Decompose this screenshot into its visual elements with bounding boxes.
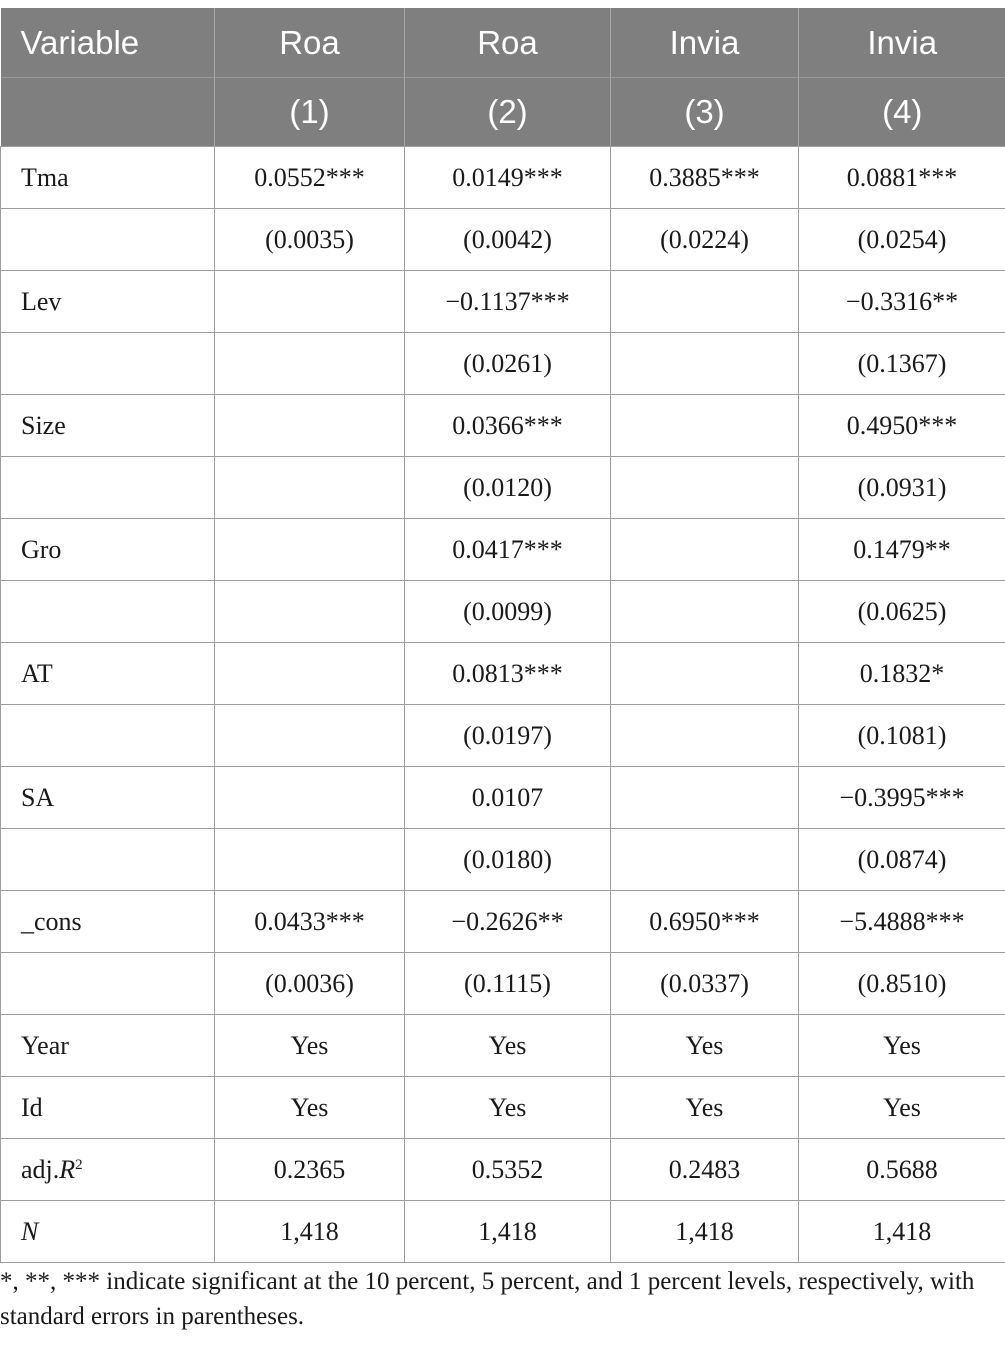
table-cell: 0.4950*** [799,395,1005,457]
table-cell: 0.5688 [799,1139,1005,1201]
row-label [1,829,215,891]
table-row [1,333,1005,395]
table-cell [215,705,405,767]
table-cell [611,333,799,395]
table-cell: (0.1115) [405,953,611,1015]
table-cell [215,829,405,891]
table-cell [611,643,799,705]
row-label-text: Year [21,1030,69,1060]
table-row [1,457,1005,519]
header-num-1: (1) [215,78,405,147]
row-label-text: adj. [21,1154,60,1184]
table-cell [215,395,405,457]
table-row [1,767,1005,829]
table-row [1,705,1005,767]
table-cell: 0.2365 [215,1139,405,1201]
table-cell [215,643,405,705]
header-row-column-numbers [1,78,1005,147]
table-cell [215,767,405,829]
row-label [1,705,215,767]
table-cell [611,457,799,519]
header-dep-3: Invia [611,8,799,78]
table-cell: 1,418 [799,1201,1005,1263]
table-cell [215,333,405,395]
table-cell: (0.0931) [799,457,1005,519]
table-cell: Yes [215,1077,405,1139]
table-row [1,891,1005,953]
table-row [1,581,1005,643]
table-row [1,519,1005,581]
table-cell: 0.0107 [405,767,611,829]
table-cell [611,395,799,457]
row-label-superscript: 2 [75,1156,83,1173]
table-cell: 0.2483 [611,1139,799,1201]
row-label [1,1015,215,1077]
table-cell: 1,418 [611,1201,799,1263]
table-cell: 0.0417*** [405,519,611,581]
table-cell: 1,418 [215,1201,405,1263]
table-cell: 1,418 [405,1201,611,1263]
header-dep-1: Roa [215,8,405,78]
header-variable: Variable [1,8,215,78]
table-cell: Yes [611,1015,799,1077]
table-cell [215,457,405,519]
table-cell: 0.5352 [405,1139,611,1201]
table-row [1,1077,1005,1139]
table-cell: (0.0042) [405,209,611,271]
header-num-2: (2) [405,78,611,147]
row-label-text: Tma [21,162,69,192]
table-cell: (0.0625) [799,581,1005,643]
header-num-3: (3) [611,78,799,147]
row-label-text: Gro [21,534,62,564]
table-cell: (0.0197) [405,705,611,767]
table-cell: Yes [405,1015,611,1077]
table-cell: Yes [611,1077,799,1139]
table-row [1,1015,1005,1077]
row-label-italic: R [59,1154,76,1184]
table-row [1,1201,1005,1263]
header-row-dependent-variables [1,8,1005,78]
table-cell: (0.0035) [215,209,405,271]
table-row [1,209,1005,271]
table-cell: Yes [799,1077,1005,1139]
table-cell: 0.6950*** [611,891,799,953]
table-cell: 0.0881*** [799,147,1005,209]
table-cell: 0.1832* [799,643,1005,705]
table-cell: 0.0552*** [215,147,405,209]
table-cell: (0.0120) [405,457,611,519]
row-label [1,147,215,209]
table-cell [611,829,799,891]
row-label-italic: N [21,1216,39,1246]
table-cell: 0.0433*** [215,891,405,953]
table-row [1,395,1005,457]
row-label [1,767,215,829]
header-num-4: (4) [799,78,1005,147]
table-cell: −0.2626** [405,891,611,953]
table-cell [611,705,799,767]
table-cell: −0.3995*** [799,767,1005,829]
table-row [1,953,1005,1015]
table-cell [215,519,405,581]
header-dep-2: Roa [405,8,611,78]
row-label [1,395,215,457]
row-label-text: Id [21,1092,43,1122]
table-cell: (0.0254) [799,209,1005,271]
table-cell [611,519,799,581]
regression-table [0,8,1005,1263]
row-label [1,1077,215,1139]
row-label-text: _cons [21,906,82,936]
table-cell: (0.0224) [611,209,799,271]
table-body [1,147,1005,1263]
row-label [1,581,215,643]
row-label [1,1201,215,1263]
table-cell: (0.8510) [799,953,1005,1015]
table-cell: (0.0874) [799,829,1005,891]
table-cell: 0.1479** [799,519,1005,581]
table-footnote: *, **, *** indicate significant at the 10 percent, 5 percent, and 1 percent levels, respectively, with standard errors in parentheses. [0,1268,975,1330]
row-label [1,953,215,1015]
table-cell [215,581,405,643]
table-row [1,643,1005,705]
row-label-text: AT [21,658,53,688]
table-cell: 0.0149*** [405,147,611,209]
row-label [1,209,215,271]
table-row [1,147,1005,209]
table-row [1,1139,1005,1201]
row-label [1,457,215,519]
table-cell: −0.3316** [799,271,1005,333]
table-cell: (0.1367) [799,333,1005,395]
row-label [1,271,215,333]
header-dep-4: Invia [799,8,1005,78]
table-cell: (0.0261) [405,333,611,395]
table-cell: 0.0366*** [405,395,611,457]
table-cell: (0.1081) [799,705,1005,767]
row-label-text: Size [21,410,66,440]
row-label [1,1139,215,1201]
table-cell [611,271,799,333]
row-label [1,643,215,705]
table-cell [215,271,405,333]
table-cell: Yes [215,1015,405,1077]
table-cell: 0.3885*** [611,147,799,209]
table-row [1,271,1005,333]
row-label [1,333,215,395]
table-cell: (0.0036) [215,953,405,1015]
table-cell [611,581,799,643]
table-cell: (0.0099) [405,581,611,643]
table-cell [611,767,799,829]
table-cell: (0.0337) [611,953,799,1015]
row-label [1,891,215,953]
table-cell: −5.4888*** [799,891,1005,953]
table-cell: Yes [799,1015,1005,1077]
row-label-text: SA [21,782,55,812]
row-label-text: Lev [21,286,62,316]
header-blank [1,78,215,147]
table-cell: 0.0813*** [405,643,611,705]
table-cell: Yes [405,1077,611,1139]
row-label [1,519,215,581]
table-cell: −0.1137*** [405,271,611,333]
table-row [1,829,1005,891]
table-cell: (0.0180) [405,829,611,891]
table-header [1,8,1005,147]
